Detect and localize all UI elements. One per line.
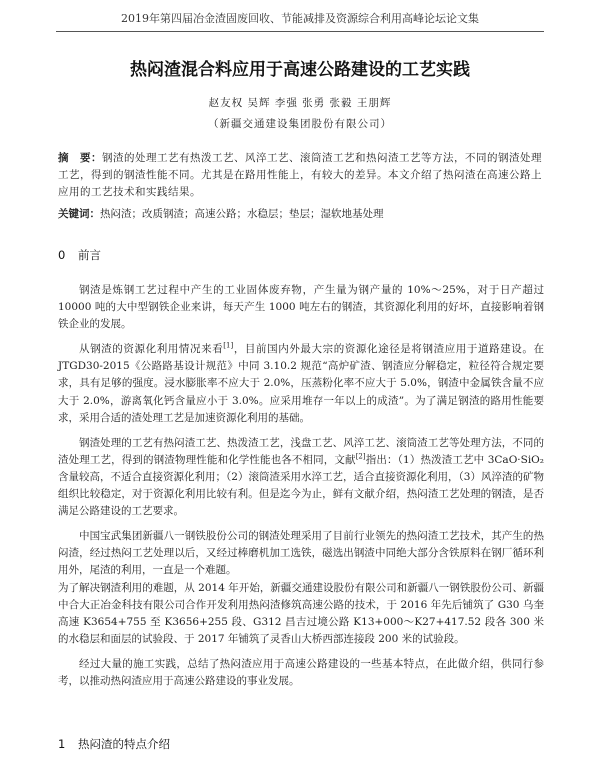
paragraph-text: 指出：（1）热泼渣工艺中 3CaO·SiO₂ 含量较高，不适合直接资源化利用；（2）滚筒渣采用水淬工艺，适合直接资源化利用，（3）风淬渣的矿物组织比较稳定，对于资源化利用比较有利。但是迄今为止，鲜有文献介绍，热闷渣工艺处理的钢渣，是否满足公路建设的工艺要求。	[58, 453, 545, 518]
paper-title: 热闷渣混合料应用于高速公路建设的工艺实践	[130, 60, 470, 80]
abstract-label: 摘 要：	[58, 152, 102, 164]
paragraph: 钢渣是炼钢工艺过程中产生的工业固体废弃物，产生量为钢产量的 10%～25%，对于日产超过 10000 吨的大中型钢铁企业来讲，每天产生 1000 吨左右的钢渣，其资源化利用的好坏，直接影响着钢铁企业的发展。	[58, 284, 544, 331]
section-number: 0	[58, 248, 66, 262]
paragraph: 为了解决钢渣利用的难题，从 2014 年开始，新疆交通建设股份有限公司和新疆八一钢铁股份公司、新疆中合大正冶金科技有限公司合作开发利用热闷渣修筑高速公路的技术，于 2016 年先后铺筑了 G30 乌奎高速 K3654+755 至 K3656+255 段、G312 昌吉过境公路 K13+000～K27+417.52 段各 300 米的水稳层和面层的试验段、于 2017 年铺筑了灵香山大桥西部连接段 200 米的试验段。	[58, 581, 544, 645]
citation: [2]	[355, 452, 366, 461]
paragraph-text: 钢渣处理的工艺有热闷渣工艺、热泼渣工艺，浅盘工艺、风淬工艺、滚筒渣工艺等处理方法，不同的渣处理工艺，得到的钢渣物理性能和化学性能也各不相同，文献	[58, 436, 544, 466]
citation: [1]	[223, 341, 234, 350]
paragraph	[58, 435, 544, 520]
keywords	[58, 206, 544, 223]
abstract-text: 钢渣的处理工艺有热泼工艺、风淬工艺、滚筒渣工艺和热闷渣工艺等方法，不同的钢渣处理工艺，得到的钢渣性能不同。尤其是在路用性能上，有较大的差异。本文介绍了热闷渣在高速公路上应用的工艺技术和实践结果。	[58, 152, 542, 198]
keywords-label: 关键词：	[58, 208, 100, 220]
section-number: 1	[58, 737, 66, 751]
keywords-text: 热闷渣；改质钢渣；高速公路；水稳层；垫层；湿软地基处理	[100, 208, 384, 220]
section-title: 热闷渣的特点介绍	[78, 737, 170, 751]
section-heading-1	[58, 736, 170, 752]
paragraph: 中国宝武集团新疆八一钢铁股份公司的钢渣处理采用了目前行业领先的热闷渣工艺技术，其产生的热闷渣，经过热闷工艺处理以后，又经过棒磨机加工选铁，磁选出钢渣中同绝大部分含铁原料在钢厂循环利用外，尾渣的利用，一直是一个难题。	[58, 530, 544, 577]
affiliation: （新疆交通建设集团股份有限公司）	[208, 118, 392, 130]
paragraph-text: 从钢渣的资源化利用情况来看	[79, 343, 224, 356]
section-title: 前言	[78, 248, 101, 262]
paragraph	[58, 341, 544, 426]
section-heading-0	[58, 247, 101, 263]
body-text	[58, 282, 544, 698]
paragraph: 经过大量的施工实践，总结了热闷渣应用于高速公路建设的一些基本特点，在此做介绍，供同行参考，以推动热闷渣应用于高速公路建设的事业发展。	[58, 657, 544, 687]
abstract	[58, 150, 544, 201]
author-list: 赵友权 吴辉 李强 张勇 张毅 王朋辉	[208, 97, 392, 109]
running-header: 2019年第四届冶金渣固废回收、节能减排及资源综合利用高峰论坛论文集	[121, 12, 479, 25]
header-rule	[56, 31, 544, 32]
paragraph-text: ，目前国内外最大宗的资源化途径是将钢渣应用于道路建设。在 JTGD30-2015《公路路基设计规范》中同 3.10.2 规范“高炉矿渣、钢渣应分解稳定，粒径符合规定要求，具有足够的强度。浸水膨胀率不应大于 2.0%，压蒸粉化率不应大于 5.0%，钢渣中金属铁含量不应大于 2.0%，游离氧化钙含量应小于 3.0%。应采用堆存一年以上的成渣”。为了满足钢渣的路用性能要求，采用合适的渣处理工艺是加速资源化利用的基础。	[58, 343, 545, 424]
